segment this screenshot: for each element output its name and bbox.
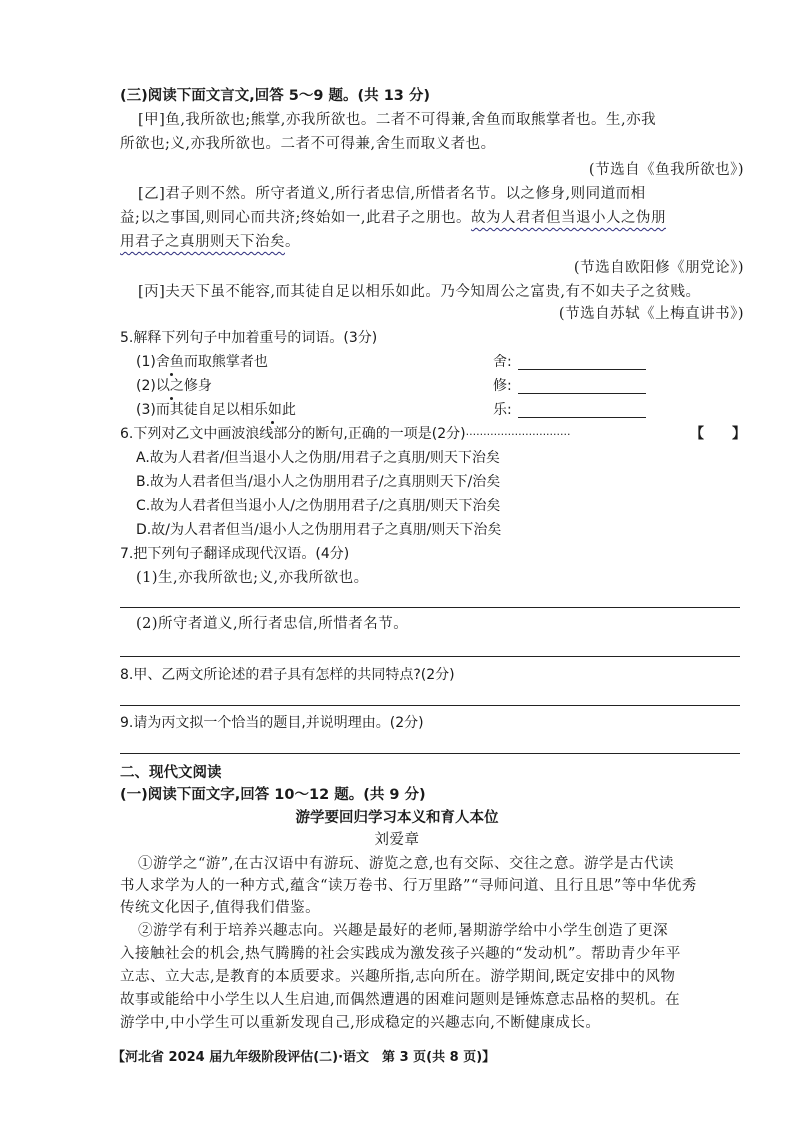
section3-heading: (三)阅读下面文言文,回答 5～9 题。(共 13 分) bbox=[120, 88, 431, 104]
q6-option-d: D.故/为人君者但当/退小人之伪朋用君子之真朋/则天下治矣 bbox=[136, 522, 502, 538]
page-footer: 【河北省 2024 届九年级阶段评估(二)·语文 第 3 页(共 8 页)】 bbox=[112, 1050, 496, 1065]
passage-yi-line2 bbox=[120, 208, 666, 228]
q5-stem: 5.解释下列句子中加着重号的词语。(3分) bbox=[120, 330, 378, 346]
q8-stem: 8.甲、乙两文所论述的君子具有怎样的共同特点?(2分) bbox=[120, 667, 455, 683]
passage-yi-line3-end: 。 bbox=[285, 234, 300, 250]
article-p1-line3: 传统文化因子,值得我们借鉴。 bbox=[120, 900, 321, 916]
q6-answer-bracket[interactable]: 【 】 bbox=[690, 426, 746, 442]
q9-answer-line[interactable] bbox=[120, 753, 740, 754]
q5-item2-label: 修: bbox=[493, 378, 512, 394]
q5-item3-label: 乐: bbox=[493, 402, 512, 418]
q6-stem bbox=[120, 424, 571, 445]
passage-yi-source: (节选自欧阳修《朋党论》) bbox=[573, 260, 744, 276]
passage-yi-wavy-part2: 用君子之真朋则天下治矣 bbox=[120, 234, 285, 250]
passage-bing-source: (节选自苏轼《上梅直讲书》) bbox=[558, 306, 744, 322]
q5-item2-text: (2)以之修身 bbox=[136, 378, 212, 394]
q6-option-b: B.故为人君者但当/退小人之伪朋用君子/之真朋则天下/治矣 bbox=[136, 474, 501, 490]
passage-jia-source: (节选自《鱼我所欲也》) bbox=[588, 162, 744, 178]
q5-item1-text: (1)舍鱼而取熊掌者也 bbox=[136, 354, 268, 370]
q9-stem: 9.请为丙文拟一个恰当的题目,并说明理由。(2分) bbox=[120, 715, 424, 731]
q6-option-a: A.故为人君者/但当退小人之伪朋/用君子之真朋/则天下治矣 bbox=[136, 450, 500, 466]
passage-jia-line1: [甲]鱼,我所欲也;熊掌,亦我所欲也。二者不可得兼,舍鱼而取熊掌者也。生,亦我 bbox=[138, 112, 657, 128]
passage-yi-wavy-part1: 故为人君者但当退小人之伪朋 bbox=[471, 210, 666, 226]
q5-item3-text: (3)而其徒自足以相乐如此 bbox=[136, 402, 296, 418]
article-p1-line2: 书人求学为人的一种方式,蕴含“读万卷书、行万里路”“寻师问道、且行且思”等中华优秀 bbox=[120, 878, 697, 894]
passage-jia-line2: 所欲也;义,亦我所欲也。二者不可得兼,舍生而取义者也。 bbox=[120, 136, 496, 152]
article-p2-line2: 入接触社会的机会,热气腾腾的社会实践成为激发孩子兴趣的“发动机”。帮助青少年平 bbox=[120, 946, 681, 962]
q5-item1-answer-line[interactable] bbox=[518, 369, 646, 370]
article-p2-line3: 立志、立大志,是教育的本质要求。兴趣所指,志向所在。游学期间,既定安排中的风物 bbox=[120, 969, 676, 985]
article-author: 刘爱章 bbox=[374, 832, 420, 848]
article-p2-line1: ②游学有利于培养兴趣志向。兴趣是最好的老师,暑期游学给中小学生创造了更深 bbox=[138, 923, 669, 939]
q7-item2-answer-line[interactable] bbox=[120, 656, 740, 657]
q7-item1-answer-line[interactable] bbox=[120, 607, 740, 608]
article-p2-line4: 故事或能给中小学生以人生启迪,而偶然遭遇的困难问题则是锤炼意志品格的契机。在 bbox=[120, 992, 681, 1008]
part2-subheading: (一)阅读下面文字,回答 10～12 题。(共 9 分) bbox=[120, 787, 426, 803]
passage-yi-line3 bbox=[120, 232, 300, 252]
article-p2-line5: 游学中,中小学生可以重新发现自己,形成稳定的兴趣志向,不断健康成长。 bbox=[120, 1015, 601, 1031]
article-p1-line1: ①游学之“游”,在古汉语中有游玩、游览之意,也有交际、交往之意。游学是古代读 bbox=[138, 856, 675, 872]
part2-heading: 二、现代文阅读 bbox=[120, 765, 222, 781]
q5-item2-answer-line[interactable] bbox=[518, 393, 646, 394]
q7-item1: (1)生,亦我所欲也;义,亦我所欲也。 bbox=[136, 570, 369, 586]
q7-item2: (2)所守者道义,所行者忠信,所惜者名节。 bbox=[136, 616, 409, 632]
q6-stem-text: 6.下列对乙文中画波浪线部分的断句,正确的一项是(2分) bbox=[120, 426, 466, 442]
q5-item3-answer-line[interactable] bbox=[518, 417, 646, 418]
q5-item1-label: 舍: bbox=[493, 354, 512, 370]
q7-stem: 7.把下列句子翻译成现代汉语。(4分) bbox=[120, 546, 350, 562]
passage-yi-line2-plain: 益;以之事国,则同心而共济;终始如一,此君子之朋也。 bbox=[120, 210, 471, 226]
article-title: 游学要回归学习本义和育人本位 bbox=[295, 810, 499, 826]
q8-answer-line[interactable] bbox=[120, 705, 740, 706]
q6-option-c: C.故为人君者但当退小人/之伪朋用君子/之真朋/则天下治矣 bbox=[136, 498, 501, 514]
q6-leader-dots: ······························ bbox=[465, 428, 571, 441]
passage-yi-line1: [乙]君子则不然。所守者道义,所行者忠信,所惜者名节。以之修身,则同道而相 bbox=[138, 186, 646, 202]
passage-bing-line1: [丙]夫天下虽不能容,而其徒自足以相乐如此。乃今知周公之富贵,有不如夫子之贫贱。 bbox=[138, 284, 701, 300]
